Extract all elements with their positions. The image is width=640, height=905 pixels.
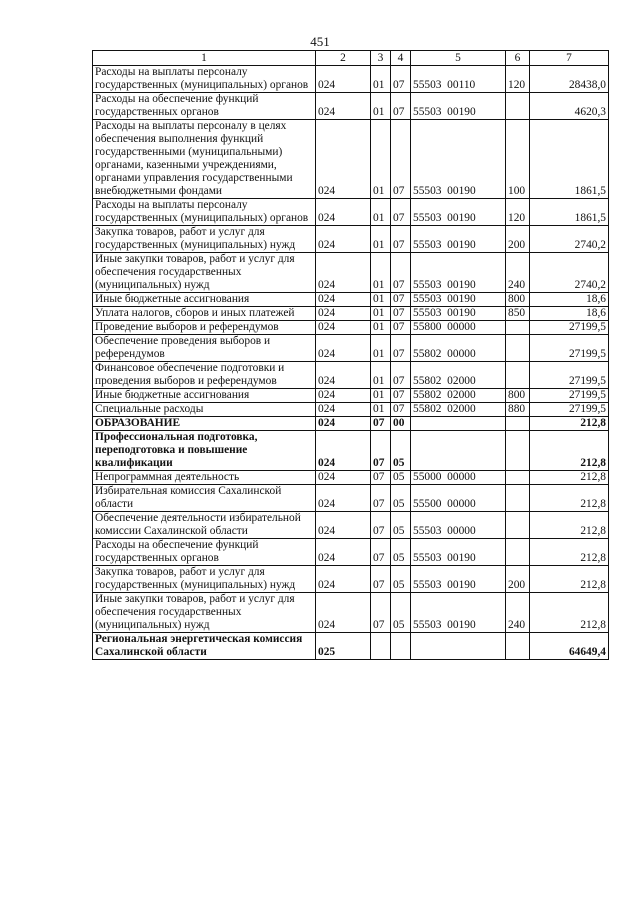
expense-type-cell: 800 (506, 389, 530, 403)
section-code-cell: 01 (371, 293, 391, 307)
amount-cell: 212,8 (530, 417, 609, 431)
admin-code-cell: 024 (316, 403, 371, 417)
column-header: 2 (316, 51, 371, 66)
subsection-code-cell: 07 (391, 120, 411, 199)
amount-cell: 2740,2 (530, 253, 609, 293)
table-row (93, 93, 609, 120)
table-row (93, 417, 609, 431)
amount-cell: 212,8 (530, 566, 609, 593)
expense-type-cell: 800 (506, 293, 530, 307)
expense-type-cell (506, 485, 530, 512)
table-row (93, 321, 609, 335)
target-article-cell: 55802 02000 (411, 403, 506, 417)
target-article-cell: 55500 00000 (411, 485, 506, 512)
amount-cell: 212,8 (530, 485, 609, 512)
subsection-code-cell: 07 (391, 293, 411, 307)
amount-cell: 212,8 (530, 539, 609, 566)
section-code-cell: 01 (371, 389, 391, 403)
expense-type-cell: 850 (506, 307, 530, 321)
row-name-cell: Иные закупки товаров, работ и услуг для обеспечения государственных (муниципальных) нужд (93, 253, 316, 293)
table-row (93, 335, 609, 362)
table-row (93, 593, 609, 633)
subsection-code-cell: 05 (391, 593, 411, 633)
target-article-cell: 55503 00190 (411, 226, 506, 253)
section-code-cell: 01 (371, 66, 391, 93)
row-name-cell: Обеспечение деятельности избирательной комиссии Сахалинской области (93, 512, 316, 539)
table-row (93, 66, 609, 93)
table-row (93, 120, 609, 199)
expense-type-cell (506, 335, 530, 362)
amount-cell: 212,8 (530, 471, 609, 485)
table-row (93, 512, 609, 539)
target-article-cell: 55503 00000 (411, 512, 506, 539)
row-name-cell: Избирательная комиссия Сахалинской области (93, 485, 316, 512)
table-row (93, 485, 609, 512)
target-article-cell (411, 633, 506, 660)
subsection-code-cell: 07 (391, 335, 411, 362)
target-article-cell: 55503 00190 (411, 93, 506, 120)
expense-type-cell (506, 417, 530, 431)
row-name-cell: Расходы на обеспечение функций государственных органов (93, 93, 316, 120)
section-code-cell: 01 (371, 307, 391, 321)
row-name-cell: Иные закупки товаров, работ и услуг для обеспечения государственных (муниципальных) нужд (93, 593, 316, 633)
table-row (93, 389, 609, 403)
target-article-cell: 55503 00190 (411, 593, 506, 633)
subsection-code-cell: 07 (391, 226, 411, 253)
table-row (93, 226, 609, 253)
table-row (93, 253, 609, 293)
table-row (93, 471, 609, 485)
amount-cell: 2740,2 (530, 226, 609, 253)
admin-code-cell: 024 (316, 226, 371, 253)
row-name-cell: Закупка товаров, работ и услуг для государственных (муниципальных) нужд (93, 226, 316, 253)
subsection-code-cell: 05 (391, 566, 411, 593)
row-name-cell: Специальные расходы (93, 403, 316, 417)
admin-code-cell: 024 (316, 321, 371, 335)
subsection-code-cell: 05 (391, 485, 411, 512)
amount-cell: 27199,5 (530, 362, 609, 389)
table-row (93, 403, 609, 417)
admin-code-cell: 024 (316, 93, 371, 120)
section-code-cell: 01 (371, 403, 391, 417)
target-article-cell: 55503 00190 (411, 199, 506, 226)
subsection-code-cell: 05 (391, 512, 411, 539)
amount-cell: 1861,5 (530, 120, 609, 199)
subsection-code-cell: 07 (391, 66, 411, 93)
row-name-cell: Расходы на обеспечение функций государственных органов (93, 539, 316, 566)
expense-type-cell (506, 362, 530, 389)
target-article-cell: 55800 00000 (411, 321, 506, 335)
section-code-cell: 01 (371, 93, 391, 120)
admin-code-cell: 024 (316, 389, 371, 403)
amount-cell: 27199,5 (530, 321, 609, 335)
admin-code-cell: 024 (316, 293, 371, 307)
admin-code-cell: 024 (316, 66, 371, 93)
subsection-code-cell: 07 (391, 389, 411, 403)
row-name-cell: Расходы на выплаты персоналу в целях обеспечения выполнения функций государственными (муниципальными) органами, казенными учреждениями, органами управления государственными внебюджетными фондами (93, 120, 316, 199)
section-code-cell: 01 (371, 120, 391, 199)
target-article-cell: 55802 02000 (411, 362, 506, 389)
subsection-code-cell: 07 (391, 403, 411, 417)
admin-code-cell: 024 (316, 417, 371, 431)
expense-type-cell: 880 (506, 403, 530, 417)
admin-code-cell: 025 (316, 633, 371, 660)
target-article-cell: 55802 02000 (411, 389, 506, 403)
admin-code-cell: 024 (316, 253, 371, 293)
target-article-cell: 55503 00190 (411, 566, 506, 593)
expense-type-cell: 200 (506, 226, 530, 253)
table-row (93, 307, 609, 321)
admin-code-cell: 024 (316, 335, 371, 362)
subsection-code-cell: 07 (391, 199, 411, 226)
section-code-cell: 07 (371, 471, 391, 485)
admin-code-cell: 024 (316, 566, 371, 593)
expense-type-cell: 200 (506, 566, 530, 593)
subsection-code-cell: 05 (391, 471, 411, 485)
section-code-cell: 07 (371, 431, 391, 471)
table-header-row (93, 51, 609, 66)
section-code-cell: 01 (371, 199, 391, 226)
row-name-cell: Уплата налогов, сборов и иных платежей (93, 307, 316, 321)
admin-code-cell: 024 (316, 431, 371, 471)
expense-type-cell: 240 (506, 253, 530, 293)
amount-cell: 27199,5 (530, 335, 609, 362)
row-name-cell: Проведение выборов и референдумов (93, 321, 316, 335)
admin-code-cell: 024 (316, 485, 371, 512)
section-code-cell: 07 (371, 593, 391, 633)
row-name-cell: Региональная энергетическая комиссия Сахалинской области (93, 633, 316, 660)
column-header: 4 (391, 51, 411, 66)
admin-code-cell: 024 (316, 362, 371, 389)
expense-type-cell (506, 633, 530, 660)
subsection-code-cell: 07 (391, 362, 411, 389)
section-code-cell: 01 (371, 362, 391, 389)
section-code-cell: 07 (371, 485, 391, 512)
admin-code-cell: 024 (316, 471, 371, 485)
target-article-cell: 55503 00190 (411, 307, 506, 321)
admin-code-cell: 024 (316, 593, 371, 633)
expense-type-cell: 120 (506, 199, 530, 226)
target-article-cell (411, 417, 506, 431)
table-row (93, 633, 609, 660)
budget-table (92, 50, 609, 660)
row-name-cell: Профессиональная подготовка, переподготовка и повышение квалификации (93, 431, 316, 471)
section-code-cell: 07 (371, 539, 391, 566)
admin-code-cell: 024 (316, 539, 371, 566)
admin-code-cell: 024 (316, 307, 371, 321)
column-header: 1 (93, 51, 316, 66)
target-article-cell: 55503 00190 (411, 120, 506, 199)
row-name-cell: ОБРАЗОВАНИЕ (93, 417, 316, 431)
section-code-cell: 07 (371, 417, 391, 431)
amount-cell: 27199,5 (530, 389, 609, 403)
expense-type-cell: 240 (506, 593, 530, 633)
table-row (93, 539, 609, 566)
target-article-cell: 55000 00000 (411, 471, 506, 485)
admin-code-cell: 024 (316, 120, 371, 199)
amount-cell: 212,8 (530, 512, 609, 539)
amount-cell: 4620,3 (530, 93, 609, 120)
amount-cell: 27199,5 (530, 403, 609, 417)
target-article-cell: 55503 00190 (411, 539, 506, 566)
section-code-cell: 01 (371, 226, 391, 253)
amount-cell: 212,8 (530, 593, 609, 633)
section-code-cell: 07 (371, 566, 391, 593)
row-name-cell: Финансовое обеспечение подготовки и проведения выборов и референдумов (93, 362, 316, 389)
row-name-cell: Иные бюджетные ассигнования (93, 293, 316, 307)
table-row (93, 293, 609, 307)
admin-code-cell: 024 (316, 199, 371, 226)
subsection-code-cell (391, 633, 411, 660)
expense-type-cell (506, 471, 530, 485)
target-article-cell: 55503 00110 (411, 66, 506, 93)
row-name-cell: Расходы на выплаты персоналу государственных (муниципальных) органов (93, 66, 316, 93)
column-header: 3 (371, 51, 391, 66)
section-code-cell: 07 (371, 512, 391, 539)
target-article-cell: 55503 00190 (411, 253, 506, 293)
amount-cell: 18,6 (530, 293, 609, 307)
table-row (93, 431, 609, 471)
section-code-cell (371, 633, 391, 660)
subsection-code-cell: 07 (391, 321, 411, 335)
expense-type-cell (506, 512, 530, 539)
column-header: 5 (411, 51, 506, 66)
column-header: 7 (530, 51, 609, 66)
subsection-code-cell: 05 (391, 539, 411, 566)
subsection-code-cell: 07 (391, 93, 411, 120)
subsection-code-cell: 07 (391, 307, 411, 321)
target-article-cell: 55503 00190 (411, 293, 506, 307)
table-row (93, 566, 609, 593)
subsection-code-cell: 00 (391, 417, 411, 431)
subsection-code-cell: 05 (391, 431, 411, 471)
amount-cell: 212,8 (530, 431, 609, 471)
section-code-cell: 01 (371, 253, 391, 293)
table-row (93, 199, 609, 226)
expense-type-cell: 120 (506, 66, 530, 93)
column-header: 6 (506, 51, 530, 66)
expense-type-cell (506, 539, 530, 566)
row-name-cell: Непрограммная деятельность (93, 471, 316, 485)
target-article-cell (411, 431, 506, 471)
row-name-cell: Закупка товаров, работ и услуг для государственных (муниципальных) нужд (93, 566, 316, 593)
row-name-cell: Расходы на выплаты персоналу государственных (муниципальных) органов (93, 199, 316, 226)
row-name-cell: Обеспечение проведения выборов и референдумов (93, 335, 316, 362)
amount-cell: 18,6 (530, 307, 609, 321)
row-name-cell: Иные бюджетные ассигнования (93, 389, 316, 403)
expense-type-cell (506, 93, 530, 120)
amount-cell: 64649,4 (530, 633, 609, 660)
section-code-cell: 01 (371, 321, 391, 335)
expense-type-cell: 100 (506, 120, 530, 199)
amount-cell: 28438,0 (530, 66, 609, 93)
section-code-cell: 01 (371, 335, 391, 362)
page-number: 451 (310, 34, 330, 49)
target-article-cell: 55802 00000 (411, 335, 506, 362)
expense-type-cell (506, 431, 530, 471)
table-row (93, 362, 609, 389)
subsection-code-cell: 07 (391, 253, 411, 293)
expense-type-cell (506, 321, 530, 335)
admin-code-cell: 024 (316, 512, 371, 539)
amount-cell: 1861,5 (530, 199, 609, 226)
